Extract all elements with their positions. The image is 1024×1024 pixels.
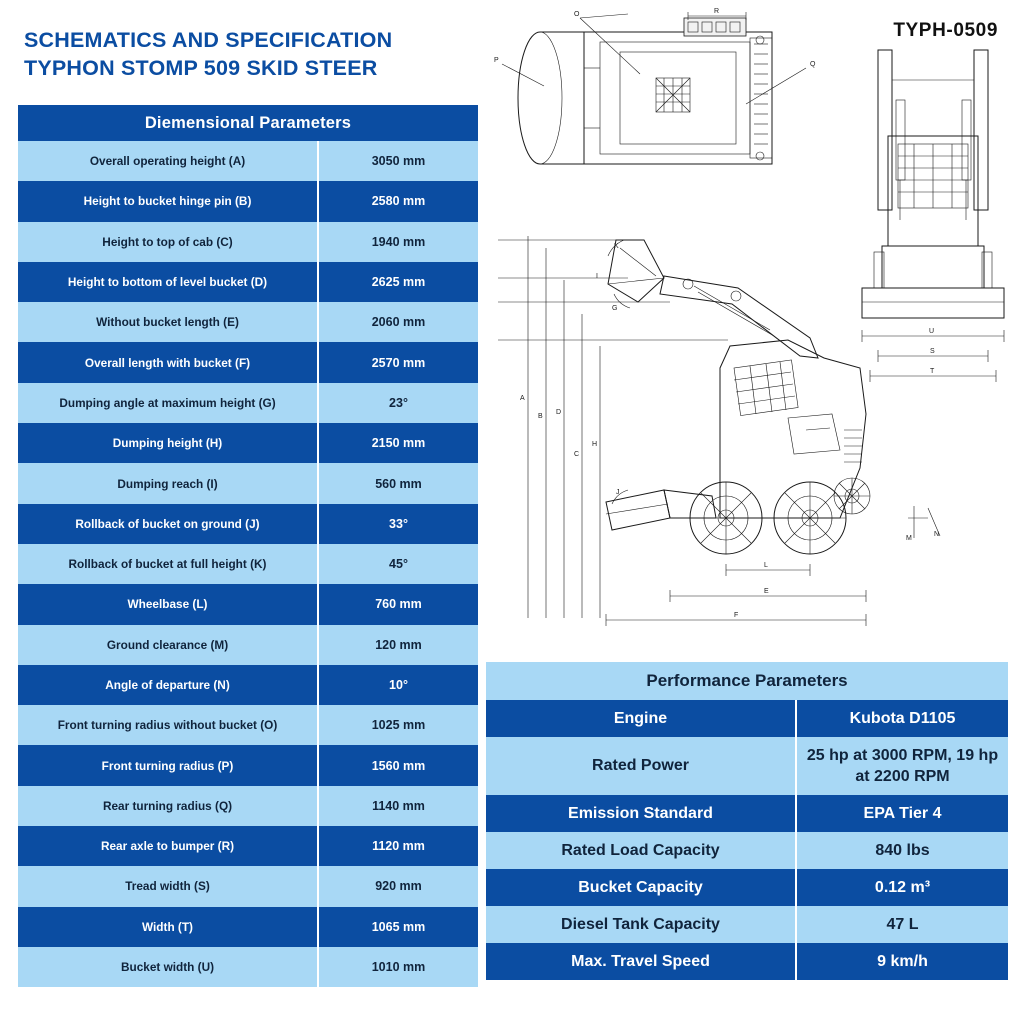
row-label: Rear turning radius (Q) — [18, 786, 318, 826]
callout-label-R: R — [714, 8, 720, 15]
table-row — [486, 737, 1008, 795]
row-value: 23° — [318, 383, 478, 423]
document-code: TYPH-0509 — [893, 20, 998, 41]
table-header-row — [486, 662, 1008, 700]
row-label: Emission Standard — [486, 795, 796, 832]
row-value: EPA Tier 4 — [796, 795, 1008, 832]
callout-label-D: D — [556, 409, 562, 416]
callout-label-G: G — [612, 305, 618, 312]
performance-table-header: Performance Parameters — [486, 662, 1008, 700]
callout-label-I: I — [596, 273, 598, 280]
table-row — [486, 700, 1008, 737]
table-row — [18, 504, 478, 544]
page-title — [24, 26, 494, 82]
row-label: Bucket width (U) — [18, 947, 318, 987]
table-row — [18, 141, 478, 181]
callout-label-F: F — [734, 612, 739, 619]
table-row — [18, 584, 478, 624]
row-label: Ground clearance (M) — [18, 625, 318, 665]
row-value: 920 mm — [318, 866, 478, 906]
row-value: 560 mm — [318, 463, 478, 503]
callout-label-O: O — [574, 11, 580, 18]
callout-label-T: T — [930, 368, 935, 375]
table-row — [18, 907, 478, 947]
callout-label-E: E — [764, 588, 769, 595]
row-label: Width (T) — [18, 907, 318, 947]
table-row — [18, 262, 478, 302]
table-row — [18, 544, 478, 584]
row-value: 0.12 m³ — [796, 869, 1008, 906]
row-label: Rated Power — [486, 737, 796, 795]
row-value: 2570 mm — [318, 342, 478, 382]
row-label: Rear axle to bumper (R) — [18, 826, 318, 866]
table-row — [18, 181, 478, 221]
row-label: Without bucket length (E) — [18, 302, 318, 342]
table-row — [18, 383, 478, 423]
row-value: 2150 mm — [318, 423, 478, 463]
table-row — [18, 826, 478, 866]
table-row — [18, 665, 478, 705]
table-row — [18, 705, 478, 745]
table-row — [18, 423, 478, 463]
callout-label-S: S — [930, 348, 935, 355]
row-label: Rollback of bucket on ground (J) — [18, 504, 318, 544]
callout-label-C: C — [574, 451, 580, 458]
table-row — [18, 947, 478, 987]
side-view-drawing — [488, 218, 1018, 648]
performance-parameters-table — [486, 662, 1008, 980]
title-line-2: TYPHON STOMP 509 SKID STEER — [24, 56, 378, 80]
callout-label-N: N — [934, 531, 940, 538]
row-value: 9 km/h — [796, 943, 1008, 980]
row-value: Kubota D1105 — [796, 700, 1008, 737]
row-value: 25 hp at 3000 RPM, 19 hp at 2200 RPM — [796, 737, 1008, 795]
row-value: 1940 mm — [318, 222, 478, 262]
row-label: Bucket Capacity — [486, 869, 796, 906]
row-label: Dumping height (H) — [18, 423, 318, 463]
callout-label-H: H — [592, 441, 598, 448]
row-label: Dumping reach (I) — [18, 463, 318, 503]
row-label: Max. Travel Speed — [486, 943, 796, 980]
callout-label-J: J — [616, 489, 620, 496]
callout-label-L: L — [764, 562, 768, 569]
row-value: 1560 mm — [318, 745, 478, 785]
row-label: Wheelbase (L) — [18, 584, 318, 624]
row-value: 120 mm — [318, 625, 478, 665]
table-row — [18, 866, 478, 906]
row-value: 1065 mm — [318, 907, 478, 947]
row-label: Tread width (S) — [18, 866, 318, 906]
callout-label-U: U — [929, 328, 935, 335]
row-value: 1140 mm — [318, 786, 478, 826]
row-value: 1010 mm — [318, 947, 478, 987]
row-label: Rated Load Capacity — [486, 832, 796, 869]
row-value: 10° — [318, 665, 478, 705]
row-label: Front turning radius (P) — [18, 745, 318, 785]
callout-label-K: K — [614, 243, 619, 250]
table-row — [486, 869, 1008, 906]
row-label: Engine — [486, 700, 796, 737]
row-label: Height to top of cab (C) — [18, 222, 318, 262]
row-label: Height to bucket hinge pin (B) — [18, 181, 318, 221]
row-label: Overall length with bucket (F) — [18, 342, 318, 382]
dimensional-parameters-table — [18, 105, 478, 987]
callout-label-Q: Q — [810, 61, 816, 68]
table-row — [486, 943, 1008, 980]
row-value: 2625 mm — [318, 262, 478, 302]
title-line-1: SCHEMATICS AND SPECIFICATION — [24, 28, 393, 52]
row-value: 840 lbs — [796, 832, 1008, 869]
row-label: Front turning radius without bucket (O) — [18, 705, 318, 745]
row-label: Overall operating height (A) — [18, 141, 318, 181]
row-value: 33° — [318, 504, 478, 544]
row-value: 2580 mm — [318, 181, 478, 221]
table-row — [18, 342, 478, 382]
table-row — [18, 786, 478, 826]
table-header-row — [18, 105, 478, 141]
row-value: 45° — [318, 544, 478, 584]
table-row — [18, 463, 478, 503]
row-label: Rollback of bucket at full height (K) — [18, 544, 318, 584]
row-label: Diesel Tank Capacity — [486, 906, 796, 943]
table-row — [486, 795, 1008, 832]
table-row — [486, 832, 1008, 869]
table-row — [18, 745, 478, 785]
row-label: Angle of departure (N) — [18, 665, 318, 705]
callout-label-M: M — [906, 535, 912, 542]
dimensional-table-header: Diemensional Parameters — [18, 105, 478, 141]
row-label: Dumping angle at maximum height (G) — [18, 383, 318, 423]
row-value: 2060 mm — [318, 302, 478, 342]
table-row — [18, 302, 478, 342]
row-label: Height to bottom of level bucket (D) — [18, 262, 318, 302]
row-value: 3050 mm — [318, 141, 478, 181]
row-value: 1120 mm — [318, 826, 478, 866]
callout-label-A: A — [520, 395, 525, 402]
table-row — [18, 625, 478, 665]
top-view-drawing — [488, 8, 828, 198]
table-row — [18, 222, 478, 262]
callout-label-P: P — [494, 57, 499, 64]
table-row — [486, 906, 1008, 943]
callout-label-B: B — [538, 413, 543, 420]
row-value: 760 mm — [318, 584, 478, 624]
row-value: 1025 mm — [318, 705, 478, 745]
row-value: 47 L — [796, 906, 1008, 943]
